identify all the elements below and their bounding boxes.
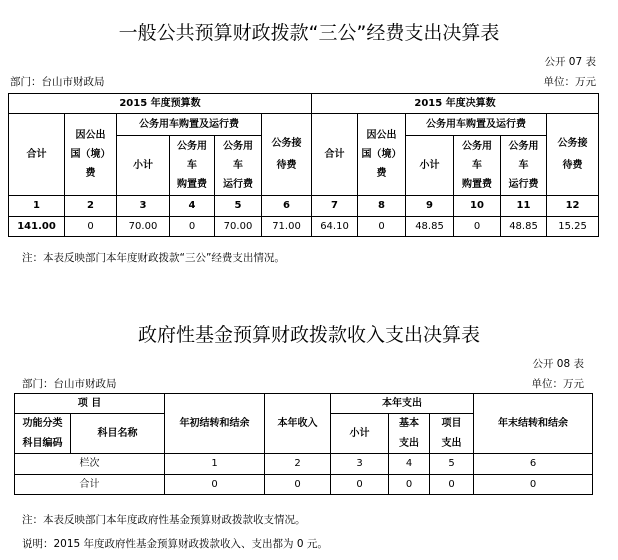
table1-note: 注：本表反映部门本年度财政拨款“三公”经费支出情况。: [22, 252, 285, 264]
budget-operation-header: 公务用 车 运行费: [215, 136, 262, 196]
col-number: 3: [117, 196, 170, 217]
row-col-label: 栏次: [15, 454, 165, 475]
col-number: 7: [312, 196, 358, 217]
table1-title: 一般公共预算财政拨款“三公”经费支出决算表: [118, 22, 500, 44]
col-number: 2: [265, 454, 331, 475]
total-cell: 0: [331, 475, 389, 495]
final-purchase-header: 公务用 车 购置费: [454, 136, 501, 196]
table2-note: 注：本表反映部门本年度政府性基金预算财政拨款收支情况。: [22, 514, 306, 526]
value-cell: 64.10: [312, 217, 358, 237]
value-row: [9, 217, 599, 237]
income-header: 本年收入: [265, 394, 331, 454]
value-cell: 15.25: [547, 217, 599, 237]
value-cell: 48.85: [501, 217, 547, 237]
table2-title: 政府性基金预算财政拨款收入支出决算表: [137, 324, 480, 346]
col-number: 8: [358, 196, 406, 217]
total-cell: 0: [265, 475, 331, 495]
begin-balance-header: 年初结转和结余: [165, 394, 265, 454]
three-public-expense-table: [8, 93, 599, 237]
class-code-header: 功能分类 科目编码: [15, 414, 71, 454]
value-cell: 70.00: [215, 217, 262, 237]
budget-subtotal-header: 小计: [117, 136, 170, 196]
value-cell: 0: [454, 217, 501, 237]
value-cell: 0: [65, 217, 117, 237]
total-row: [15, 475, 593, 495]
budget-group-header: 2015 年度预算数: [9, 94, 312, 114]
col-number: 6: [262, 196, 312, 217]
col-number: 4: [389, 454, 430, 475]
value-cell: 141.00: [9, 217, 65, 237]
value-cell: 48.85: [406, 217, 454, 237]
value-cell: 70.00: [117, 217, 170, 237]
table2-unit: 单位：万元: [531, 378, 584, 390]
value-cell: 71.00: [262, 217, 312, 237]
total-label: 合计: [15, 475, 165, 495]
col-number: 2: [65, 196, 117, 217]
table1-code: 公开 07 表: [544, 56, 596, 68]
total-cell: 0: [165, 475, 265, 495]
col-number: 5: [215, 196, 262, 217]
budget-total-header: 合计: [9, 114, 65, 196]
value-cell: 0: [170, 217, 215, 237]
item-header: 项 目: [15, 394, 165, 414]
col-number: 6: [474, 454, 593, 475]
final-group-header: 2015 年度决算数: [312, 94, 599, 114]
final-reception-header: 公务接 待费: [547, 114, 599, 196]
budget-travel-header: 因公出 国（境） 费: [65, 114, 117, 196]
subject-name-header: 科目名称: [71, 414, 165, 454]
budget-reception-header: 公务接 待费: [262, 114, 312, 196]
value-cell: 0: [358, 217, 406, 237]
final-operation-header: 公务用 车 运行费: [501, 136, 547, 196]
final-subtotal-header: 小计: [406, 136, 454, 196]
col-number: 4: [170, 196, 215, 217]
final-vehicle-header: 公务用车购置及运行费: [406, 114, 547, 136]
expense-header: 本年支出: [331, 394, 474, 414]
col-number: 5: [430, 454, 474, 475]
budget-vehicle-header: 公务用车购置及运行费: [117, 114, 262, 136]
table2-code: 公开 08 表: [532, 358, 584, 370]
col-number: 12: [547, 196, 599, 217]
table2-dept: 部门：台山市财政局: [22, 378, 117, 390]
column-number-row: [15, 454, 593, 475]
total-cell: 0: [474, 475, 593, 495]
final-travel-header: 因公出 国（境） 费: [358, 114, 406, 196]
end-balance-header: 年末结转和结余: [474, 394, 593, 454]
col-number: 11: [501, 196, 547, 217]
table1-unit: 单位：万元: [543, 76, 596, 88]
budget-purchase-header: 公务用 车 购置费: [170, 136, 215, 196]
total-cell: 0: [430, 475, 474, 495]
expense-subtotal-header: 小计: [331, 414, 389, 454]
project-expense-header: 项目 支出: [430, 414, 474, 454]
table1-dept: 部门：台山市财政局: [10, 76, 105, 88]
table2-remark: 说明：2015 年度政府性基金预算财政拨款收入、支出都为 0 元。: [22, 538, 328, 550]
final-total-header: 合计: [312, 114, 358, 196]
col-number: 1: [9, 196, 65, 217]
column-number-row: [9, 196, 599, 217]
col-number: 9: [406, 196, 454, 217]
government-fund-table: [14, 393, 593, 495]
col-number: 3: [331, 454, 389, 475]
col-number: 1: [165, 454, 265, 475]
total-cell: 0: [389, 475, 430, 495]
col-number: 10: [454, 196, 501, 217]
basic-expense-header: 基本 支出: [389, 414, 430, 454]
